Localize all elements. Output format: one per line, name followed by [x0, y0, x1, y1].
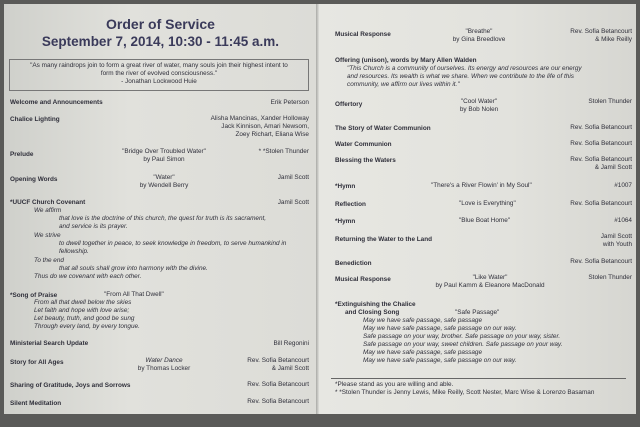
closing-song-label: and Closing Song — [345, 309, 400, 316]
story-label: Story for All Ages — [10, 359, 64, 366]
opening-words-by: by Wendell Berry — [139, 182, 189, 189]
hymn-number: #1007 — [614, 182, 632, 189]
musical-response-by: by Gina Breedlove — [452, 36, 506, 43]
closing-song-line: May we have safe passage, safe passage — [363, 317, 483, 324]
opening-words-person: Jamil Scott — [277, 174, 309, 181]
hymn-label: *Hymn — [335, 218, 356, 225]
musical-response-person: & Mike Reilly — [595, 36, 632, 43]
offertory-person: Stolen Thunder — [588, 98, 632, 105]
closing-song-line: Safe passage on your way, sweet children. Safe passage on your way. — [363, 341, 563, 348]
water-communion-label: Water Communion — [335, 141, 392, 148]
hymn-label: *Hymn — [335, 183, 356, 190]
search-update-label: Ministerial Search Update — [10, 340, 89, 347]
hymn-title: "There's a River Flowin' in My Soul" — [431, 182, 532, 189]
closing-song-line: May we have safe passage, safe passage on our way. — [363, 325, 517, 332]
opening-words-label: Opening Words — [10, 176, 58, 183]
musical-response-label: Musical Response — [335, 31, 391, 38]
silent-meditation-label: Silent Meditation — [10, 400, 62, 407]
blessing-person: Rev. Sofia Betancourt — [570, 156, 632, 163]
chalice-names: Alisha Mancinas, Xander Holloway — [210, 115, 309, 122]
sharing-label: Sharing of Gratitude, Joys and Sorrows — [10, 382, 131, 389]
offertory-title: "Cool Water" — [460, 98, 498, 105]
covenant-line: to dwell together in peace, to seek knowledge in freedom, to serve humankind in — [59, 240, 287, 247]
hymn-number: #1064 — [614, 217, 632, 224]
sharing-person: Rev. Sofia Betancourt — [247, 381, 309, 388]
welcome-label: Welcome and Announcements — [10, 99, 103, 106]
chalice-names: Jack Kinnison, Amari Newsom, — [221, 123, 309, 130]
covenant-line: To the end — [34, 257, 64, 264]
hymn-title: "Blue Boat Home" — [459, 217, 511, 224]
offering-line: community, we affirm our lives within it." — [347, 81, 460, 88]
closing-song-line: Safe passage on your way, brother. Safe passage on your way, sister. — [363, 333, 561, 340]
story-by: by Thomas Locker — [137, 365, 191, 372]
returning-water-person: Jamil Scott — [600, 233, 632, 240]
footnote: *Please stand as you are willing and able. — [335, 381, 454, 388]
returning-water-label: Returning the Water to the Land — [335, 236, 433, 243]
story-person: & Jamil Scott — [271, 365, 309, 372]
chalice-names: Zoey Richart, Eliana Wise — [235, 131, 309, 138]
reflection-title: "Love is Everything" — [459, 200, 516, 207]
page-title: Order of Service — [106, 16, 215, 32]
musical-response-person: Stolen Thunder — [588, 274, 632, 281]
opening-words-title: "Water" — [153, 174, 175, 181]
story-title: Water Dance — [145, 357, 183, 364]
covenant-label: *UUCF Church Covenant — [10, 199, 86, 206]
story-of-water-person: Rev. Sofia Betancourt — [570, 124, 632, 131]
praise-line: From all that dwell below the skies — [34, 299, 132, 306]
covenant-line: We affirm — [34, 207, 62, 214]
offering-line: "This Church is a community of ourselves. Its energy and resources are our energy — [347, 65, 582, 72]
closing-song-title: "Safe Passage" — [455, 309, 500, 316]
musical-response-by: by Paul Kamm & Eleanore MacDonald — [435, 282, 545, 289]
reflection-label: Reflection — [335, 201, 366, 208]
praise-line: Through every land, by every tongue. — [34, 323, 140, 330]
offertory-by: by Bob Nolen — [459, 106, 499, 113]
covenant-person: Jamil Scott — [277, 199, 309, 206]
covenant-line: that all souls shall grow into harmony with the divine. — [59, 265, 208, 272]
offering-label: Offering (unison), words by Mary Allen Walden — [335, 57, 477, 64]
prelude-label: Prelude — [10, 151, 34, 158]
quote-line: form the river of evolved consciousness." — [100, 69, 218, 77]
opening-quote — [9, 59, 309, 91]
quote-line: "As many raindrops join to form a great river of water, many souls join their highest intent to — [30, 62, 288, 69]
offering-line: and resources. Its wealth is what we share. When we contribute to the life of this — [347, 73, 574, 80]
offertory-label: Offertory — [335, 101, 363, 108]
service-date: September 7, 2014, 10:30 - 11:45 a.m. — [41, 34, 280, 49]
musical-response-title: "Like Water" — [472, 274, 508, 281]
returning-water-person: with Youth — [602, 241, 632, 248]
quote-attribution: - Jonathan Lockwood Huie — [121, 77, 197, 85]
blessing-person: & Jamil Scott — [594, 164, 632, 171]
story-person: Rev. Sofia Betancourt — [247, 357, 309, 364]
praise-line: Let faith and hope with love arise; — [34, 307, 130, 314]
program-sheet — [4, 4, 636, 414]
benediction-label: Benediction — [335, 260, 372, 267]
blessing-label: Blessing the Waters — [335, 157, 396, 164]
extinguishing-label: *Extinguishing the Chalice — [335, 301, 416, 308]
song-of-praise-label: *Song of Praise — [10, 292, 58, 299]
prelude-by: by Paul Simon — [143, 156, 185, 163]
left-page — [4, 4, 317, 414]
reflection-person: Rev. Sofia Betancourt — [570, 200, 632, 207]
closing-song-line: May we have safe passage, safe passage — [363, 349, 483, 356]
story-of-water-label: The Story of Water Communion — [335, 125, 431, 132]
musical-response-label: Musical Response — [335, 276, 391, 283]
prelude-title: "Bridge Over Troubled Water" — [122, 148, 206, 155]
covenant-line: fellowship. — [59, 248, 89, 255]
closing-song-line: May we have safe passage, safe passage on our way. — [363, 357, 517, 364]
search-update-person: Bill Regonini — [273, 340, 309, 347]
right-page — [319, 4, 636, 414]
benediction-person: Rev. Sofia Betancourt — [570, 258, 632, 265]
covenant-line: Thus do we covenant with each other. — [34, 273, 142, 280]
praise-line: Let beauty, truth, and good be sung — [34, 315, 135, 322]
song-of-praise-title: "From All That Dwell" — [104, 291, 164, 298]
footnote: * *Stolen Thunder is Jenny Lewis, Mike Reilly, Scott Nester, Marc Wise & Lorenzo Basaman — [335, 389, 595, 396]
chalice-label: Chalice Lighting — [10, 116, 60, 123]
covenant-line: We strive — [34, 232, 61, 239]
welcome-person: Erik Peterson — [270, 99, 309, 106]
notes-divider — [331, 378, 626, 379]
covenant-line: that love is the doctrine of this church, the quest for truth is its sacrament, — [59, 215, 267, 222]
musical-response-person: Rev. Sofia Betancourt — [570, 28, 632, 35]
prelude-person: * *Stolen Thunder — [258, 148, 309, 155]
covenant-line: and service is its prayer. — [59, 223, 128, 230]
musical-response-title: "Breathe" — [465, 28, 493, 35]
silent-meditation-person: Rev. Sofia Betancourt — [247, 398, 309, 405]
water-communion-person: Rev. Sofia Betancourt — [570, 140, 632, 147]
